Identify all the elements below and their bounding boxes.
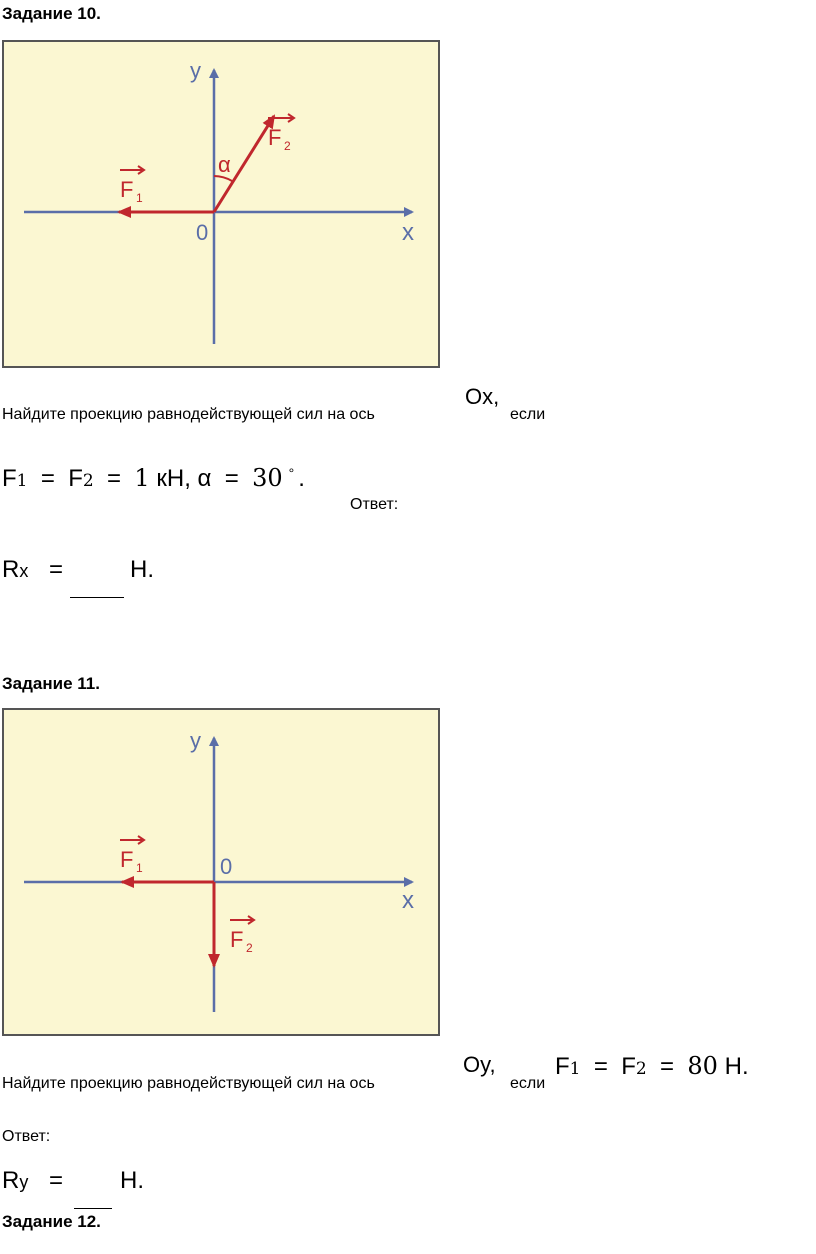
condition-end: . (298, 465, 305, 492)
task-10-question: Найдите проекцию равнодействующей сил на ось (2, 406, 375, 423)
origin-label: 0 (196, 220, 209, 245)
condition-eq3: = (224, 465, 239, 492)
task-11-answer-blank[interactable] (74, 1208, 112, 1209)
task-11-answer-label: Ответ: (2, 1128, 51, 1145)
condition-f2-sub: 2 (635, 1059, 647, 1079)
condition-unit: Н. (724, 1053, 749, 1080)
force-1-label: F (120, 847, 134, 872)
condition-eq2: = (107, 465, 122, 492)
y-axis-label: y (190, 728, 201, 753)
force-1-sub: 1 (136, 861, 143, 875)
task-11-condition (555, 1052, 749, 1081)
task-10-result (2, 556, 63, 584)
task-12-title: Задание 12. (2, 1212, 101, 1231)
condition-value: 80 (687, 1052, 718, 1080)
condition-angle: 30 (252, 464, 283, 492)
force-2-sub: 2 (284, 139, 291, 153)
task-10-if: если (510, 406, 546, 423)
task-10-condition (2, 464, 305, 493)
task-11-if: если (510, 1075, 546, 1092)
condition-f2: F (621, 1053, 636, 1080)
result-eq: = (49, 1167, 64, 1194)
task-10-axis: Ox, (465, 384, 500, 409)
force-1-sub: 1 (136, 191, 143, 205)
task-11-title: Задание 11. (2, 674, 100, 693)
condition-f1-sub: 1 (569, 1059, 581, 1079)
condition-f1-sub: 1 (16, 471, 28, 491)
task-11-diagram (4, 710, 438, 1034)
condition-degree: ° (288, 465, 295, 481)
task-11-result (2, 1167, 63, 1195)
task-11-result-unit: Н. (120, 1167, 144, 1194)
task-10-answer-label: Ответ: (350, 496, 399, 513)
force-2-label: F (268, 125, 282, 150)
condition-f2-sub: 2 (82, 471, 94, 491)
result-sub: x (19, 561, 29, 581)
result-eq: = (49, 556, 64, 583)
condition-eq1: = (40, 465, 55, 492)
task-10-answer-blank[interactable] (70, 597, 124, 598)
y-axis-label: y (190, 58, 201, 83)
task-10-figure (2, 40, 440, 368)
result-var: R (2, 556, 20, 583)
task-11-axis: Oy, (463, 1052, 496, 1077)
task-11-question: Найдите проекцию равнодействующей сил на ось (2, 1075, 375, 1092)
x-axis-label: x (402, 219, 414, 246)
condition-f1: F (2, 465, 17, 492)
force-2-label: F (230, 927, 244, 952)
task-10-result-unit: Н. (130, 556, 154, 583)
condition-unit: кН, α (156, 465, 212, 492)
force-1-label: F (120, 177, 134, 202)
condition-f2: F (68, 465, 83, 492)
task-10-diagram (4, 42, 438, 366)
condition-eq1: = (593, 1053, 608, 1080)
origin-label: 0 (220, 854, 233, 879)
task-10-title: Задание 10. (2, 4, 101, 23)
result-sub: y (19, 1172, 29, 1192)
condition-value: 1 (134, 464, 150, 492)
force-2-sub: 2 (246, 941, 253, 955)
task-11-figure (2, 708, 440, 1036)
condition-f1: F (555, 1053, 570, 1080)
x-axis-label: x (402, 887, 414, 914)
condition-eq2: = (660, 1053, 675, 1080)
angle-label: α (218, 152, 231, 177)
result-var: R (2, 1167, 20, 1194)
